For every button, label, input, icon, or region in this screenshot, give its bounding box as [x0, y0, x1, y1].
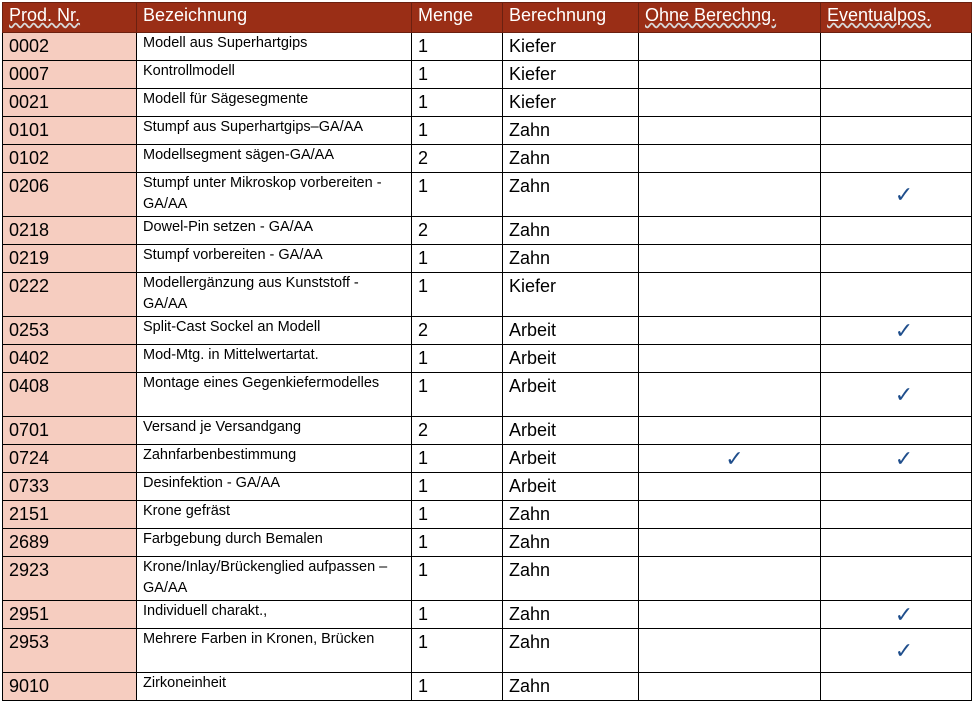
- cell-prod-nr: 0408: [3, 373, 137, 417]
- cell-berechnung: Kiefer: [503, 89, 639, 117]
- cell-berechnung: Zahn: [503, 557, 639, 601]
- cell-bezeichnung: Dowel-Pin setzen - GA/AA: [137, 217, 412, 245]
- cell-eventualpos: [821, 89, 972, 117]
- check-icon: ✓: [821, 445, 972, 473]
- header-row: [3, 3, 972, 33]
- cell-ohne-berechnung: [639, 173, 821, 217]
- cell-bezeichnung: Stumpf aus Superhartgips–GA/AA: [137, 117, 412, 145]
- cell-berechnung: Arbeit: [503, 417, 639, 445]
- cell-bezeichnung: Modell für Sägesegmente: [137, 89, 412, 117]
- cell-berechnung: Zahn: [503, 145, 639, 173]
- cell-ohne-berechnung: [639, 529, 821, 557]
- cell-menge: 1: [412, 33, 503, 61]
- cell-menge: 2: [412, 417, 503, 445]
- cell-bezeichnung: Stumpf unter Mikroskop vorbereiten - GA/AA: [137, 173, 412, 217]
- cell-bezeichnung: Stumpf vorbereiten - GA/AA: [137, 245, 412, 273]
- cell-bezeichnung: Mehrere Farben in Kronen, Brücken: [137, 629, 412, 673]
- cell-berechnung: Zahn: [503, 173, 639, 217]
- cell-prod-nr: 0102: [3, 145, 137, 173]
- check-icon: ✓: [821, 173, 972, 217]
- cell-eventualpos: [821, 33, 972, 61]
- table-row: [3, 601, 972, 629]
- cell-eventualpos: [821, 245, 972, 273]
- table-row: [3, 345, 972, 373]
- cell-ohne-berechnung: [639, 33, 821, 61]
- cell-ohne-berechnung: [639, 557, 821, 601]
- cell-ohne-berechnung: [639, 473, 821, 501]
- product-table: [2, 2, 972, 701]
- cell-menge: 1: [412, 601, 503, 629]
- cell-menge: 1: [412, 473, 503, 501]
- cell-bezeichnung: Montage eines Gegenkiefermodelles: [137, 373, 412, 417]
- cell-prod-nr: 0002: [3, 33, 137, 61]
- cell-prod-nr: 0206: [3, 173, 137, 217]
- cell-ohne-berechnung: [639, 145, 821, 173]
- cell-ohne-berechnung: [639, 417, 821, 445]
- cell-menge: 1: [412, 373, 503, 417]
- cell-prod-nr: 0701: [3, 417, 137, 445]
- cell-berechnung: Zahn: [503, 601, 639, 629]
- cell-ohne-berechnung: [639, 601, 821, 629]
- cell-prod-nr: 0402: [3, 345, 137, 373]
- cell-menge: 1: [412, 445, 503, 473]
- cell-menge: 2: [412, 217, 503, 245]
- table-row: [3, 173, 972, 217]
- cell-prod-nr: 0007: [3, 61, 137, 89]
- cell-prod-nr: 0733: [3, 473, 137, 501]
- check-icon: ✓: [639, 445, 821, 473]
- cell-menge: 1: [412, 89, 503, 117]
- cell-eventualpos: [821, 673, 972, 701]
- cell-menge: 1: [412, 345, 503, 373]
- check-icon: ✓: [821, 373, 972, 417]
- cell-prod-nr: 2951: [3, 601, 137, 629]
- table-row: [3, 529, 972, 557]
- cell-berechnung: Zahn: [503, 673, 639, 701]
- cell-berechnung: Zahn: [503, 245, 639, 273]
- cell-prod-nr: 0219: [3, 245, 137, 273]
- cell-berechnung: Zahn: [503, 501, 639, 529]
- check-icon: ✓: [821, 629, 972, 673]
- table-row: [3, 317, 972, 345]
- cell-berechnung: Kiefer: [503, 33, 639, 61]
- cell-berechnung: Zahn: [503, 629, 639, 673]
- table-row: [3, 61, 972, 89]
- cell-berechnung: Arbeit: [503, 445, 639, 473]
- cell-bezeichnung: Split-Cast Sockel an Modell: [137, 317, 412, 345]
- table-row: [3, 245, 972, 273]
- cell-eventualpos: [821, 117, 972, 145]
- header-ohne-berechnung: Ohne Berechng.: [639, 3, 821, 33]
- cell-eventualpos: [821, 473, 972, 501]
- table-row: [3, 217, 972, 245]
- cell-menge: 1: [412, 245, 503, 273]
- cell-prod-nr: 9010: [3, 673, 137, 701]
- cell-bezeichnung: Versand je Versandgang: [137, 417, 412, 445]
- cell-berechnung: Zahn: [503, 117, 639, 145]
- cell-berechnung: Zahn: [503, 217, 639, 245]
- table-row: [3, 445, 972, 473]
- cell-bezeichnung: Farbgebung durch Bemalen: [137, 529, 412, 557]
- table-row: [3, 417, 972, 445]
- cell-eventualpos: [821, 345, 972, 373]
- table-row: [3, 145, 972, 173]
- check-icon: ✓: [821, 601, 972, 629]
- cell-berechnung: Kiefer: [503, 61, 639, 89]
- header-prod-nr: Prod. Nr.: [3, 3, 137, 33]
- cell-bezeichnung: Modellergänzung aus Kunststoff - GA/AA: [137, 273, 412, 317]
- cell-ohne-berechnung: [639, 61, 821, 89]
- table-row: [3, 89, 972, 117]
- cell-ohne-berechnung: [639, 273, 821, 317]
- header-eventualpos: Eventualpos.: [821, 3, 972, 33]
- cell-ohne-berechnung: [639, 673, 821, 701]
- cell-prod-nr: 2689: [3, 529, 137, 557]
- cell-ohne-berechnung: [639, 629, 821, 673]
- cell-prod-nr: 0101: [3, 117, 137, 145]
- cell-berechnung: Arbeit: [503, 473, 639, 501]
- header-bezeichnung: Bezeichnung: [137, 3, 412, 33]
- table-row: [3, 557, 972, 601]
- table-row: [3, 629, 972, 673]
- cell-eventualpos: [821, 417, 972, 445]
- cell-bezeichnung: Modell aus Superhartgips: [137, 33, 412, 61]
- cell-prod-nr: 2151: [3, 501, 137, 529]
- cell-eventualpos: [821, 217, 972, 245]
- cell-menge: 1: [412, 273, 503, 317]
- table-row: [3, 373, 972, 417]
- cell-ohne-berechnung: [639, 89, 821, 117]
- cell-ohne-berechnung: [639, 217, 821, 245]
- cell-prod-nr: 0724: [3, 445, 137, 473]
- table-row: [3, 473, 972, 501]
- cell-bezeichnung: Zahnfarbenbestimmung: [137, 445, 412, 473]
- cell-eventualpos: [821, 529, 972, 557]
- cell-eventualpos: [821, 557, 972, 601]
- cell-eventualpos: [821, 273, 972, 317]
- cell-prod-nr: 0021: [3, 89, 137, 117]
- cell-eventualpos: [821, 61, 972, 89]
- cell-prod-nr: 0218: [3, 217, 137, 245]
- cell-berechnung: Zahn: [503, 529, 639, 557]
- cell-bezeichnung: Krone gefräst: [137, 501, 412, 529]
- header-menge: Menge: [412, 3, 503, 33]
- cell-menge: 1: [412, 173, 503, 217]
- check-icon: ✓: [821, 317, 972, 345]
- cell-menge: 1: [412, 501, 503, 529]
- cell-bezeichnung: Zirkoneinheit: [137, 673, 412, 701]
- cell-berechnung: Arbeit: [503, 317, 639, 345]
- cell-berechnung: Arbeit: [503, 373, 639, 417]
- cell-bezeichnung: Kontrollmodell: [137, 61, 412, 89]
- table-row: [3, 33, 972, 61]
- cell-menge: 1: [412, 673, 503, 701]
- cell-eventualpos: [821, 501, 972, 529]
- cell-berechnung: Kiefer: [503, 273, 639, 317]
- cell-ohne-berechnung: [639, 245, 821, 273]
- cell-bezeichnung: Modellsegment sägen-GA/AA: [137, 145, 412, 173]
- cell-ohne-berechnung: [639, 117, 821, 145]
- cell-menge: 1: [412, 117, 503, 145]
- cell-bezeichnung: Krone/Inlay/Brückenglied aufpassen – GA/AA: [137, 557, 412, 601]
- cell-menge: 1: [412, 61, 503, 89]
- cell-prod-nr: 0253: [3, 317, 137, 345]
- cell-ohne-berechnung: [639, 373, 821, 417]
- cell-prod-nr: 2923: [3, 557, 137, 601]
- cell-bezeichnung: Mod-Mtg. in Mittelwertartat.: [137, 345, 412, 373]
- cell-eventualpos: [821, 145, 972, 173]
- cell-ohne-berechnung: [639, 345, 821, 373]
- cell-menge: 2: [412, 145, 503, 173]
- cell-menge: 1: [412, 529, 503, 557]
- table-row: [3, 273, 972, 317]
- cell-menge: 2: [412, 317, 503, 345]
- table-row: [3, 117, 972, 145]
- cell-menge: 1: [412, 557, 503, 601]
- cell-menge: 1: [412, 629, 503, 673]
- cell-bezeichnung: Desinfektion - GA/AA: [137, 473, 412, 501]
- cell-prod-nr: 2953: [3, 629, 137, 673]
- header-berechnung: Berechnung: [503, 3, 639, 33]
- cell-berechnung: Arbeit: [503, 345, 639, 373]
- cell-bezeichnung: Individuell charakt.,: [137, 601, 412, 629]
- cell-ohne-berechnung: [639, 317, 821, 345]
- table-row: [3, 673, 972, 701]
- cell-prod-nr: 0222: [3, 273, 137, 317]
- cell-ohne-berechnung: [639, 501, 821, 529]
- table-row: [3, 501, 972, 529]
